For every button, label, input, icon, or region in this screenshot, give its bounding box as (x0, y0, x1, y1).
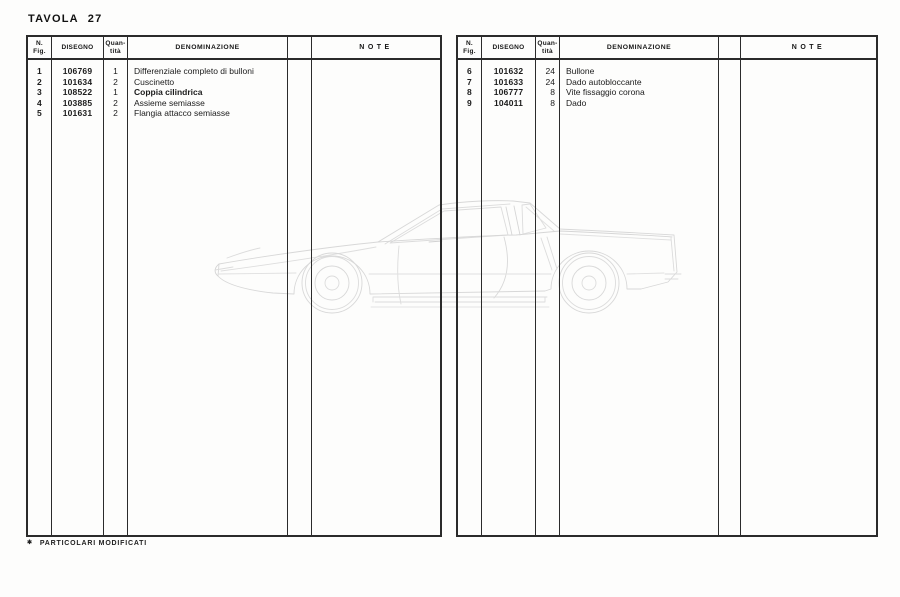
header-mark-spacer (719, 37, 741, 60)
header-denominazione (128, 37, 288, 60)
qty-value: 24 (545, 66, 555, 76)
part-name: Dado autobloccante (566, 76, 642, 87)
qty-value: 8 (550, 87, 555, 98)
part-number: 104011 (493, 97, 524, 108)
qty-column (536, 60, 560, 535)
part-name: Dado (566, 97, 587, 108)
modified-parts-asterisk-icon: ✱ (27, 540, 33, 546)
part-name: Differenziale completo di bulloni (134, 66, 254, 76)
part-name: Flangia attacco semiasse (134, 108, 230, 119)
qty-value: 8 (550, 97, 555, 108)
qty-value: 2 (113, 97, 118, 108)
qty-value: 1 (113, 66, 118, 76)
qty-column (104, 60, 128, 535)
part-number: 101634 (62, 76, 93, 87)
footer-legend-text: PARTICOLARI MODIFICATI (39, 540, 147, 547)
disegno-column (52, 60, 104, 535)
part-name: Assieme semiasse (134, 97, 205, 108)
page-title-number: 27 (87, 13, 103, 25)
fig-number: 8 (467, 87, 472, 98)
denominazione-column (560, 60, 719, 535)
part-number: 101633 (493, 76, 524, 87)
header-mark-spacer (288, 37, 312, 60)
header-qty-line2: tità (542, 47, 553, 55)
qty-value: 2 (113, 108, 118, 119)
header-denominazione (560, 37, 719, 60)
qty-value: 24 (545, 76, 555, 87)
header-qty (536, 37, 560, 60)
part-name: Coppia cilindrica (134, 87, 203, 98)
header-disegno-label: DISEGNO (61, 43, 94, 51)
fig-column (458, 60, 482, 535)
fig-column (28, 60, 52, 535)
page-title-label: TAVOLA (28, 13, 79, 25)
note-column (741, 60, 876, 535)
header-disegno-label: DISEGNO (492, 43, 525, 51)
header-fig-line1: N. (35, 39, 44, 47)
fig-number: 9 (467, 97, 472, 108)
note-column (312, 60, 440, 535)
footer-legend (27, 540, 147, 547)
header-denominazione-label: DENOMINAZIONE (606, 43, 672, 51)
header-fig (28, 37, 52, 60)
header-note-label: NOTE (359, 43, 393, 51)
page-title (28, 13, 102, 25)
header-fig-line2: Fig. (33, 47, 46, 55)
fig-number: 1 (37, 66, 42, 76)
qty-value: 2 (113, 76, 118, 87)
fig-number: 7 (467, 76, 472, 87)
part-number: 106769 (62, 66, 93, 76)
header-qty (104, 37, 128, 60)
header-disegno (52, 37, 104, 60)
header-qty-line2: tità (110, 47, 121, 55)
part-number: 101632 (493, 66, 524, 76)
part-number: 101631 (62, 108, 93, 119)
fig-number: 2 (37, 76, 42, 87)
header-note (741, 37, 876, 60)
header-qty-line1: Quan- (105, 39, 126, 47)
fig-number: 5 (37, 108, 42, 119)
part-name: Bullone (566, 66, 595, 76)
part-number: 106777 (493, 87, 524, 98)
header-qty-line1: Quan- (537, 39, 558, 47)
qty-value: 1 (113, 87, 118, 98)
denominazione-column (128, 60, 288, 535)
part-number: 108522 (62, 87, 93, 98)
header-denominazione-label: DENOMINAZIONE (175, 43, 240, 51)
mark-column (719, 60, 741, 535)
fig-number: 6 (467, 66, 472, 76)
header-note (312, 37, 440, 60)
parts-table-left (26, 35, 442, 537)
header-disegno (482, 37, 536, 60)
header-fig-line1: N. (465, 39, 474, 47)
part-number: 103885 (62, 97, 93, 108)
mark-column (288, 60, 312, 535)
header-fig (458, 37, 482, 60)
parts-table-right (456, 35, 878, 537)
fig-number: 4 (37, 97, 42, 108)
disegno-column (482, 60, 536, 535)
header-note-label: NOTE (791, 43, 826, 51)
part-name: Vite fissaggio corona (566, 87, 645, 98)
part-name: Cuscinetto (134, 76, 175, 87)
fig-number: 3 (37, 87, 42, 98)
header-fig-line2: Fig. (463, 47, 476, 55)
